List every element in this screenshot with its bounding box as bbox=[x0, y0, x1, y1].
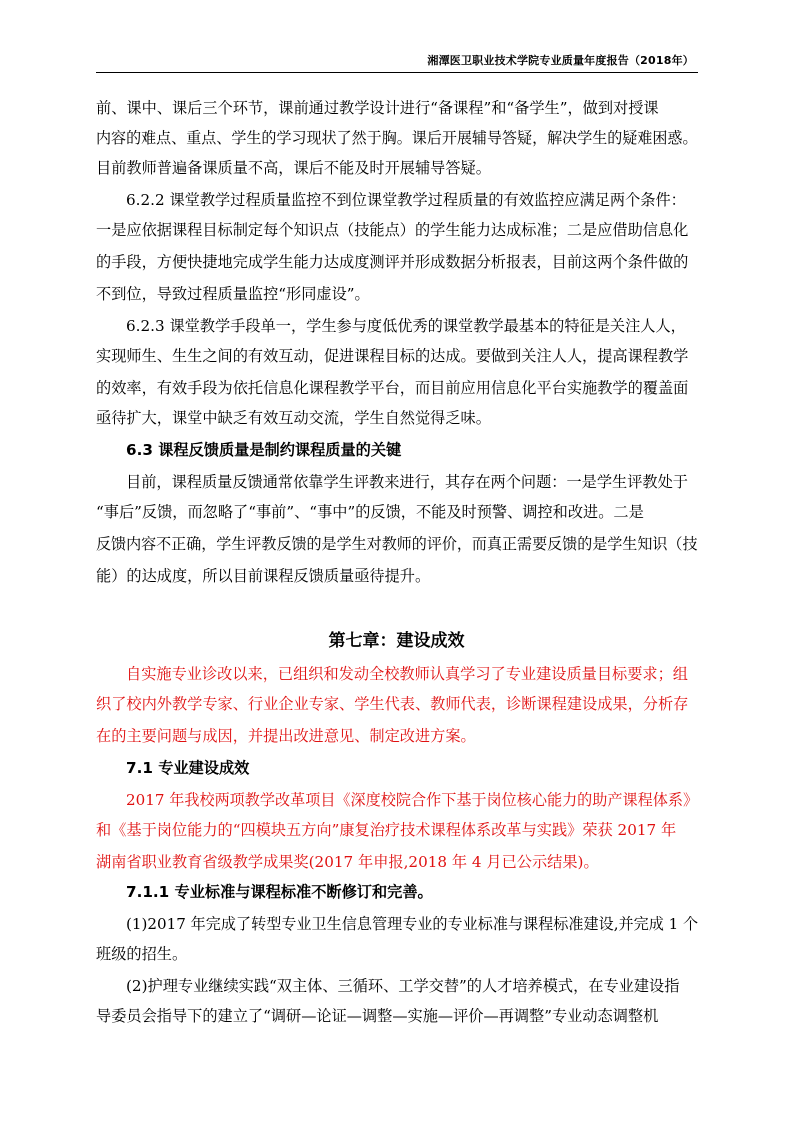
body-line: 6.2.3 课堂教学手段单一，学生参与度低优秀的课堂教学最基本的特征是关注人人， bbox=[126, 317, 686, 335]
chapter-title: 第七章：建设成效 bbox=[328, 631, 465, 651]
highlight-line: 湖南省职业教育省级教学成果奖(2017 年申报,2018 年 4 月已公示结果)。 bbox=[96, 853, 599, 871]
section-heading: 6.3 课程反馈质量是制约课程质量的关键 bbox=[126, 441, 402, 459]
body-line: 不到位，导致过程质量监控“形同虚设”。 bbox=[96, 285, 370, 303]
body-line: 实现师生、生生之间的有效互动，促进课程目标的达成。要做到关注人人，提高课程教学 bbox=[96, 347, 689, 365]
body-line: (2)护理专业继续实践“双主体、三循环、工学交替”的人才培养模式，在专业建设指 bbox=[126, 977, 680, 995]
highlight-line: 织了校内外教学专家、行业企业专家、学生代表、教师代表，诊断课程建设成果，分析存 bbox=[96, 695, 689, 713]
body-line: 亟待扩大，课堂中缺乏有效互动交流，学生自然觉得乏味。 bbox=[96, 409, 491, 427]
body-line: 导委员会指导下的建立了“调研—论证—调整—实施—评价—再调整”专业动态调整机 bbox=[96, 1007, 659, 1025]
highlight-line: 在的主要问题与成因，并提出改进意见、制定改进方案。 bbox=[96, 727, 476, 745]
header-title: 湘潭医卫职业技术学院专业质量年度报告（2018年） bbox=[427, 54, 694, 67]
body-line: (1)2017 年完成了转型专业卫生信息管理专业的专业标准与课程标准建设,并完成 1 个 bbox=[126, 915, 699, 933]
body-line: 目前教师普遍备课质量不高，课后不能及时开展辅导答疑。 bbox=[96, 159, 491, 177]
body-line: 反馈内容不正确，学生评教反馈的是学生对教师的评价，而真正需要反馈的是学生知识（技 bbox=[96, 535, 698, 553]
body-line: “事后”反馈，而忽略了“事前”、“事中”的反馈，不能及时预警、调控和改进。二是 bbox=[96, 503, 644, 521]
body-line: 班级的招生。 bbox=[96, 945, 188, 963]
subsection-heading: 7.1.1 专业标准与课程标准不断修订和完善。 bbox=[126, 883, 433, 901]
page-header bbox=[96, 50, 698, 73]
body-line: 的手段，方便快捷地完成学生能力达成度测评并形成数据分析报表，目前这两个条件做的 bbox=[96, 253, 689, 271]
body-line: 一是应依据课程目标制定每个知识点（技能点）的学生能力达成标准；二是应借助信息化 bbox=[96, 221, 689, 239]
body-line: 的效率，有效手段为依托信息化课程教学平台，而目前应用信息化平台实施教学的覆盖面 bbox=[96, 379, 689, 397]
body-line: 前、课中、课后三个环节，课前通过教学设计进行“备课程”和“备学生”，做到对授课 bbox=[96, 99, 659, 117]
highlight-line: 2017 年我校两项教学改革项目《深度校院合作下基于岗位核心能力的助产课程体系》 bbox=[126, 791, 699, 809]
body-line: 6.2.2 课堂教学过程质量监控不到位课堂教学过程质量的有效监控应满足两个条件： bbox=[126, 191, 686, 209]
highlight-line: 自实施专业诊改以来，已组织和发动全校教师认真学习了专业建设质量目标要求；组 bbox=[126, 665, 688, 683]
body-line: 目前，课程质量反馈通常依靠学生评教来进行，其存在两个问题：一是学生评教处于 bbox=[126, 473, 688, 491]
body-line: 能）的达成度，所以目前课程反馈质量亟待提升。 bbox=[96, 567, 431, 585]
section-heading: 7.1 专业建设成效 bbox=[126, 759, 250, 777]
highlight-line: 和《基于岗位能力的“四模块五方向”康复治疗技术课程体系改革与实践》荣获 2017 年 bbox=[96, 821, 677, 839]
body-line: 内容的难点、重点、学生的学习现状了然于胸。课后开展辅导答疑，解决学生的疑难困惑。 bbox=[96, 129, 698, 147]
